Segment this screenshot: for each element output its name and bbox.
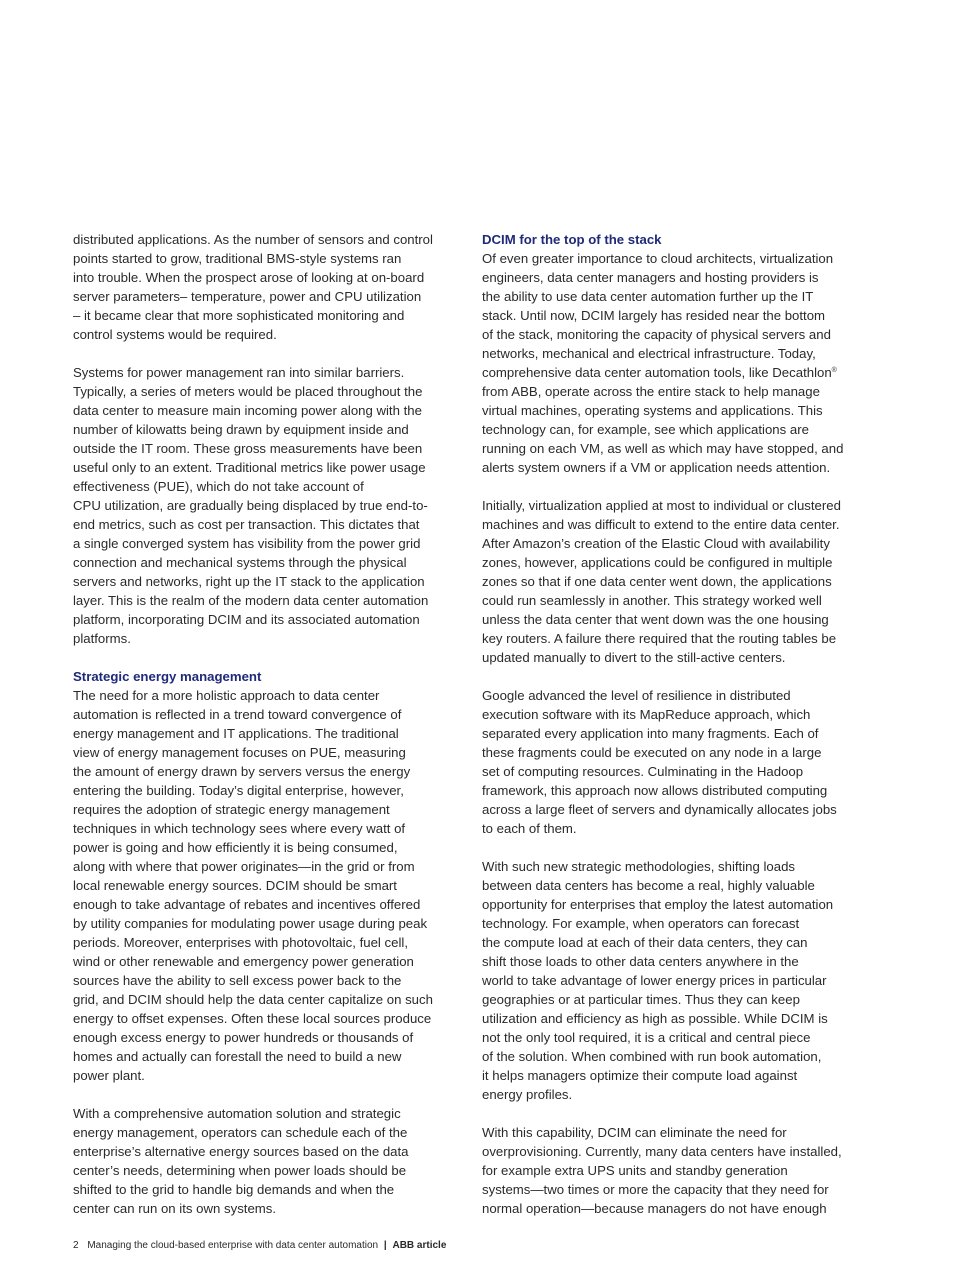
text-line: shifted to the grid to handle big demands and when the (73, 1182, 395, 1197)
text-line: systems—two times or more the capacity that they need for (482, 1182, 829, 1197)
text-line: opportunity for enterprises that employ the latest automation (482, 897, 834, 912)
text-line: servers and networks, right up the IT stack to the application (73, 574, 425, 589)
paragraph (482, 496, 874, 667)
text-line: technology. For example, when operators can forecast (482, 916, 800, 931)
text-line: enterprise’s alternative energy sources based on the data (73, 1144, 409, 1159)
text-line: local renewable energy sources. DCIM should be smart (73, 878, 397, 893)
text-line: for example extra UPS units and standby generation (482, 1163, 788, 1178)
text-line: key routers. A failure there required that the routing tables be (482, 631, 837, 646)
trademark-symbol: ® (831, 367, 837, 374)
paragraph (73, 230, 465, 344)
text-line: power plant. (73, 1068, 145, 1083)
text-line: end metrics, such as cost per transaction. This dictates that (73, 517, 420, 532)
paragraph (73, 363, 465, 648)
text-line: distributed applications. As the number of sensors and control (73, 232, 433, 247)
text-line: connection and mechanical systems through the physical (73, 555, 407, 570)
right-column (482, 230, 874, 1218)
text-line: technology can, for example, see which applications are (482, 422, 809, 437)
text-line: The need for a more holistic approach to data center (73, 688, 380, 703)
text-line: zones, however, applications could be configured in multiple (482, 555, 833, 570)
text-line: useful only to an extent. Traditional metrics like power usage (73, 460, 426, 475)
text-line: comprehensive data center automation tools, like Decathlon® (482, 365, 837, 380)
text-line: power is going and how efficiently it is being consumed, (73, 840, 398, 855)
text-line: could run seamlessly in another. This strategy worked well (482, 593, 822, 608)
text-line: a single converged system has visibility from the power grid (73, 536, 421, 551)
text-line: control systems would be required. (73, 327, 277, 342)
text-line: updated manually to divert to the still-active centers. (482, 650, 786, 665)
footer-title: Managing the cloud-based enterprise with data center automation (87, 1240, 379, 1251)
text-line: framework, this approach now allows distributed computing (482, 783, 828, 798)
text-line: separated every application into many fragments. Each of (482, 726, 819, 741)
text-line: With this capability, DCIM can eliminate the need for (482, 1125, 787, 1140)
text-line: not the only tool required, it is a critical and central piece (482, 1030, 811, 1045)
text-line: With a comprehensive automation solution and strategic (73, 1106, 401, 1121)
paragraph (482, 686, 874, 838)
text-line: execution software with its MapReduce approach, which (482, 707, 811, 722)
text-line: Of even greater importance to cloud architects, virtualization (482, 251, 834, 266)
page-number: 2 (73, 1240, 79, 1251)
text-line: by utility companies for modulating power usage during peak (73, 916, 428, 931)
text-line: energy management and IT applications. The traditional (73, 726, 399, 741)
text-line: unless the data center that went down was the one housing (482, 612, 829, 627)
paragraph-gap (482, 667, 874, 686)
text-line: the compute load at each of their data centers, they can (482, 935, 808, 950)
text-line: machines and was difficult to extend to the entire data center. (482, 517, 840, 532)
text-line: between data centers has become a real, highly valuable (482, 878, 815, 893)
text-line: overprovisioning. Currently, many data centers have installed, (482, 1144, 842, 1159)
paragraph-gap (73, 648, 465, 667)
paragraph-gap (482, 477, 874, 496)
text-line: – it became clear that more sophisticated monitoring and (73, 308, 405, 323)
text-line: engineers, data center managers and hosting providers is (482, 270, 819, 285)
text-line: Initially, virtualization applied at most to individual or clustered (482, 498, 841, 513)
text-line: requires the adoption of strategic energy management (73, 802, 390, 817)
text-line: of the solution. When combined with run book automation, (482, 1049, 822, 1064)
text-line: Systems for power management ran into similar barriers. (73, 365, 405, 380)
text-line: utilization and efficiency as high as possible. While DCIM is (482, 1011, 828, 1026)
text-line: the ability to use data center automation further up the IT (482, 289, 814, 304)
text-line: center can run on its own systems. (73, 1201, 277, 1216)
text-line: homes and actually can forestall the need to build a new (73, 1049, 402, 1064)
text-line: these fragments could be executed on any node in a large (482, 745, 822, 760)
text-line: virtual machines, operating systems and applications. This (482, 403, 823, 418)
text-line: enough to take advantage of rebates and incentives offered (73, 897, 421, 912)
text-line: networks, mechanical and electrical infrastructure. Today, (482, 346, 816, 361)
text-line: automation is reflected in a trend toward convergence of (73, 707, 402, 722)
section-heading: DCIM for the top of the stack (482, 232, 662, 247)
paragraph (73, 1104, 465, 1218)
page-footer (73, 1240, 446, 1252)
text-line: alerts system owners if a VM or application needs attention. (482, 460, 831, 475)
paragraph-gap (482, 838, 874, 857)
text-line: of the stack, monitoring the capacity of physical servers and (482, 327, 831, 342)
text-line: to each of them. (482, 821, 577, 836)
text-line: platforms. (73, 631, 131, 646)
text-line: geographies or at particular times. Thus they can keep (482, 992, 800, 1007)
text-line: zones so that if one data center went down, the applications (482, 574, 832, 589)
text-line: platform, incorporating DCIM and its associated automation (73, 612, 420, 627)
text-line: along with where that power originates—in the grid or from (73, 859, 415, 874)
paragraph-gap (73, 1085, 465, 1104)
text-line: it helps managers optimize their compute load against (482, 1068, 798, 1083)
text-line: layer. This is the realm of the modern data center automation (73, 593, 429, 608)
paragraph (482, 249, 874, 477)
text-line: entering the building. Today’s digital enterprise, however, (73, 783, 404, 798)
footer-brand: ABB article (392, 1240, 447, 1251)
text-line: outside the IT room. These gross measurements have been (73, 441, 423, 456)
text-line: number of kilowatts being drawn by equipment inside and (73, 422, 409, 437)
text-line: wind or other renewable and emergency power generation (73, 954, 414, 969)
text-line: energy management, operators can schedule each of the (73, 1125, 408, 1140)
section-heading: Strategic energy management (73, 669, 262, 684)
text-line: shift those loads to other data centers anywhere in the (482, 954, 799, 969)
text-line: enough excess energy to power hundreds or thousands of (73, 1030, 414, 1045)
paragraph (482, 1123, 874, 1218)
text-line: Google advanced the level of resilience in distributed (482, 688, 791, 703)
text-line: view of energy management focuses on PUE, measuring (73, 745, 406, 760)
text-line: effectiveness (PUE), which do not take account of (73, 479, 364, 494)
text-line: normal operation—because managers do not have enough (482, 1201, 827, 1216)
text-line: CPU utilization, are gradually being displaced by true end-to- (73, 498, 428, 513)
paragraph (482, 857, 874, 1104)
text-line: data center to measure main incoming power along with the (73, 403, 422, 418)
text-line: across a large fleet of servers and dynamically allocates jobs (482, 802, 837, 817)
paragraph-gap (482, 1104, 874, 1123)
text-line: the amount of energy drawn by servers versus the energy (73, 764, 411, 779)
text-line: set of computing resources. Culminating in the Hadoop (482, 764, 804, 779)
text-line: server parameters– temperature, power and CPU utilization (73, 289, 422, 304)
text-line: With such new strategic methodologies, shifting loads (482, 859, 795, 874)
text-line: After Amazon’s creation of the Elastic Cloud with availability (482, 536, 830, 551)
text-line: world to take advantage of lower energy prices in particular (482, 973, 827, 988)
footer-separator: | (383, 1240, 387, 1251)
text-line: grid, and DCIM should help the data center capitalize on such (73, 992, 433, 1007)
text-line: periods. Moreover, enterprises with photovoltaic, fuel cell, (73, 935, 408, 950)
text-line: Typically, a series of meters would be placed throughout the (73, 384, 423, 399)
paragraph (73, 686, 465, 1085)
paragraph-gap (73, 344, 465, 363)
text-line: from ABB, operate across the entire stack to help manage (482, 384, 820, 399)
text-line: sources have the ability to sell excess power back to the (73, 973, 402, 988)
text-line: techniques in which technology sees where every watt of (73, 821, 406, 836)
text-line: stack. Until now, DCIM largely has resided near the bottom (482, 308, 826, 323)
text-line: running on each VM, as well as which may have stopped, and (482, 441, 844, 456)
text-line: center’s needs, determining when power loads should be (73, 1163, 407, 1178)
text-line: points started to grow, traditional BMS-style systems ran (73, 251, 402, 266)
text-line: into trouble. When the prospect arose of looking at on-board (73, 270, 425, 285)
left-column (73, 230, 465, 1218)
text-line: energy profiles. (482, 1087, 573, 1102)
text-line: energy to offset expenses. Often these local sources produce (73, 1011, 432, 1026)
